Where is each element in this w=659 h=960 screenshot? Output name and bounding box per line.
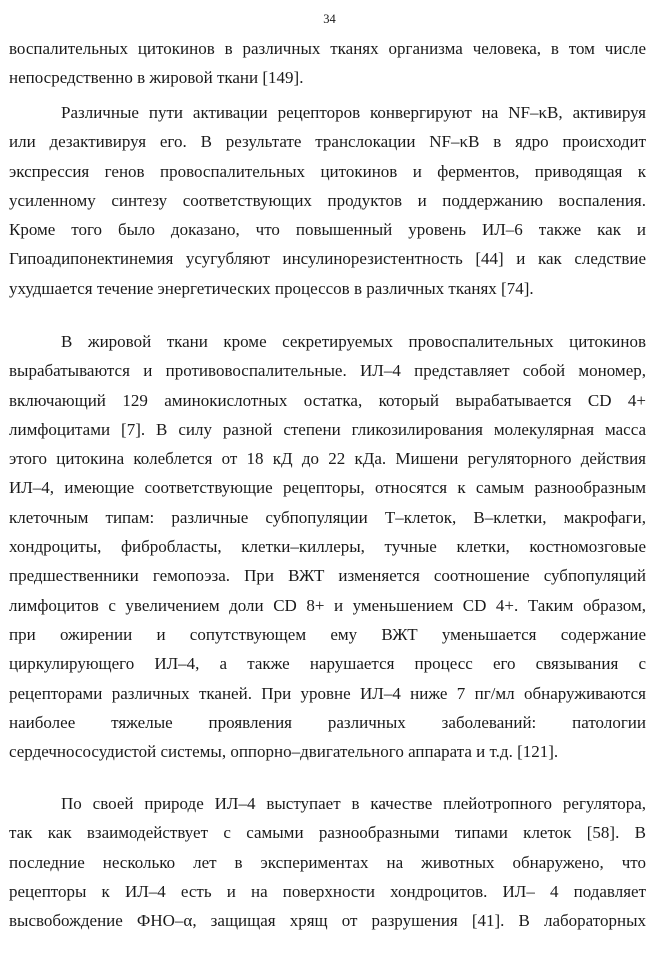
text-line: Различные пути активации рецепторов конвергируют на NF–κB, активируя xyxy=(61,103,646,122)
page-number: 34 xyxy=(323,12,336,26)
text-line: экспрессия генов провоспалительных цитокинов и ферментов, приводящая к xyxy=(9,161,646,181)
text-line: усиленному синтезу соответствующих продуктов и поддержанию воспаления. xyxy=(9,190,646,210)
text-line: воспалительных цитокинов в различных тканях организма человека, в том числе xyxy=(9,39,646,58)
text-line: сердечнососудистой системы, оппорно–двигательного аппарата и т.д. [121]. xyxy=(9,742,559,762)
text-line: В жировой ткани кроме секретируемых провоспалительных цитокинов xyxy=(61,332,646,351)
text-line: при ожирении и сопутствующем ему ВЖТ уменьшается содержание xyxy=(9,624,646,644)
text-line: вырабатываются и противовоспалительные. ИЛ–4 представляет собой мономер, xyxy=(9,361,646,381)
text-line: рецепторы к ИЛ–4 есть и на поверхности хондроцитов. ИЛ– 4 подавляет xyxy=(9,881,646,901)
text-line: предшественники гемопоэза. При ВЖТ изменяется соотношение субпопуляций xyxy=(9,566,646,586)
text-line: ИЛ–4, имеющие соответствующие рецепторы, относятся к самым разнообразным xyxy=(9,478,646,498)
text-line: лимфоцитами [7]. В силу разной степени гликозилирования молекулярная масса xyxy=(9,419,646,439)
text-line: рецепторами различных тканей. При уровне ИЛ–4 ниже 7 пг/мл обнаруживаются xyxy=(9,683,646,703)
text-line: По своей природе ИЛ–4 выступает в качестве плейотропного регулятора, xyxy=(61,794,646,813)
text-line: хондроциты, фибробласты, клетки–киллеры, тучные клетки, костномозговые xyxy=(9,537,646,557)
text-line: наиболее тяжелые проявления различных заболеваний: патологии xyxy=(9,712,646,732)
text-line: так как взаимодействует с самыми разнообразными типами клеток [58]. В xyxy=(9,823,646,843)
text-line: Гипоадипонектинемия усугубляют инсулинорезистентность [44] и как следствие xyxy=(9,249,646,269)
text-line: последние несколько лет в экспериментах на животных обнаружено, что xyxy=(9,852,646,872)
text-line: этого цитокина колеблется от 18 кД до 22 кДа. Мишени регуляторного действия xyxy=(9,449,646,469)
text-line: Кроме того было доказано, что повышенный уровень ИЛ–6 также как и xyxy=(9,220,646,240)
paragraph-3 xyxy=(0,327,659,766)
text-line: ухудшается течение энергетических процессов в различных тканях [74]. xyxy=(9,278,534,298)
text-line: включающий 129 аминокислотных остатка, который вырабатывается CD 4+ xyxy=(9,390,646,410)
paragraph-2 xyxy=(0,98,659,303)
text-line: высвобождение ФНО–α, защищая хрящ от разрушения [41]. В лабораторных xyxy=(9,911,646,931)
paragraph-1 xyxy=(0,34,659,93)
text-line: непосредственно в жировой ткани [149]. xyxy=(9,68,304,88)
paragraph-4 xyxy=(0,789,659,935)
text-line: лимфоцитов с увеличением доли CD 8+ и уменьшением CD 4+. Таким образом, xyxy=(9,595,646,615)
text-line: клеточным типам: различные субпопуляции Т–клеток, В–клетки, макрофаги, xyxy=(9,507,646,527)
text-line: циркулирующего ИЛ–4, а также нарушается процесс его связывания с xyxy=(9,654,646,674)
text-line: или дезактивируя его. В результате транслокации NF–κB в ядро происходит xyxy=(9,132,646,152)
